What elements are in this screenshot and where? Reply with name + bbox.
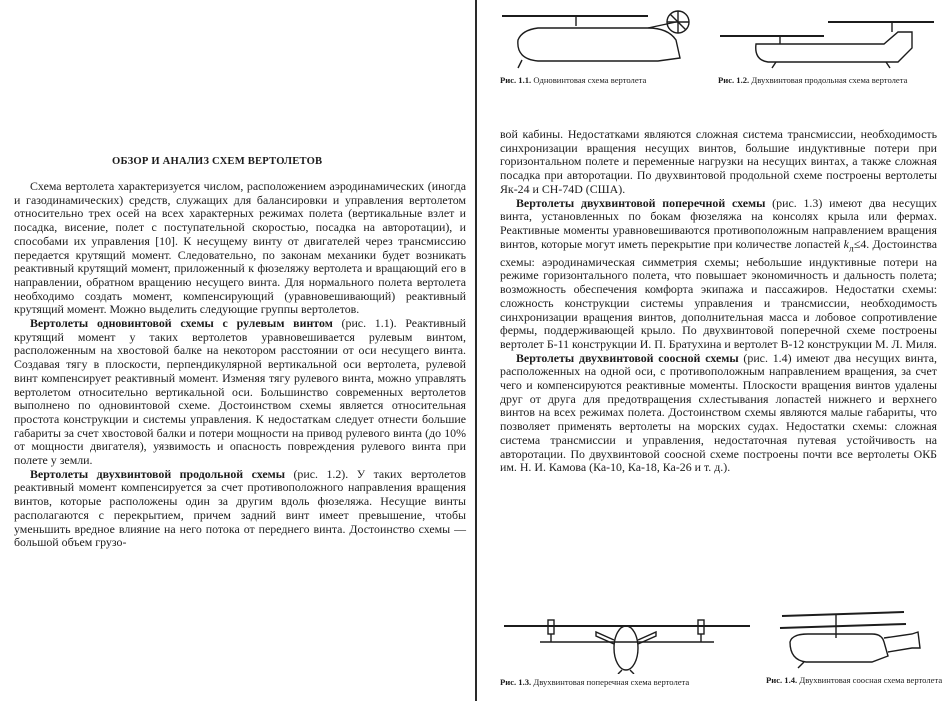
single-rotor-title: Вертолеты одновинтовой схемы с рулевым винтом	[30, 316, 333, 331]
figure-1-2-tandem-diagram	[716, 4, 938, 72]
figure-1-1-single-rotor-diagram	[498, 6, 698, 74]
single-rotor-text: (рис. 1.1). Реактивный крутящий момент у таких вертолетов уравновешивается рулевым винтом, расположенным на хвостовой балке на некотором расстоянии от оси несущего винта. Создавая тягу в плоскости, перпендикулярной вертикальной оси вертолета, рулевой винт компенсирует реактивный момент. Изменяя тягу рулевого винта, можно управлять вертолетом относительно вертикальной оси. Большинство современных вертолетов выполнено по одновинтовой схеме. Достоинством схемы является относительная простота конструкции и системы управления. К недостаткам следует отнести большие габариты за счет хвостовой балки и потери мощности на привод рулевого винта (до 10% от мощности двигателя), уязвимость и опасность повреждения рулевого винта при полете у земли.	[14, 316, 466, 468]
figure-1-3-label: Рис. 1.3.	[500, 677, 532, 687]
transverse-title: Вертолеты двухвинтовой поперечной схемы	[516, 195, 766, 210]
figure-1-2-caption: Рис. 1.2. Двухвинтовая продольная схема вертолета	[718, 75, 908, 85]
figure-1-3-caption: Рис. 1.3. Двухвинтовая поперечная схема вертолета	[500, 677, 690, 687]
coaxial-paragraph: Вертолеты двухвинтовой соосной схемы (рис. 1.4) имеют два несущих винта, расположенных на одной оси, с противоположным направлением вращения, за счет чего и компенсируются реактивные моменты. Плоскости вращения винтов удалены друг от друга для предотвращения схлестывания лопастей нижнего и верхнего винтов на всех режимах полета. Достоинством схемы являются малые габариты, что позволяет применять вертолеты на морских судах. Недостатки схемы: сложная система трансмиссии и управления, недостаточная путевая устойчивость на авторотации. По двухвинтовой соосной схеме построены почти все вертолеты ОКБ им. Н. И. Камова (Ка-10, Ка-18, Ка-26 и т. д.).	[500, 350, 937, 475]
right-page	[480, 0, 949, 701]
figure-1-4-label: Рис. 1.4.	[766, 675, 798, 685]
single-rotor-paragraph	[14, 317, 466, 468]
left-body-text	[14, 180, 466, 550]
tandem-text: (рис. 1.2). У таких вертолетов реактивный момент компенсируется за счет противоположного направления вращения винтов, которые расположены один за другим вдоль фюзеляжа. Несущие винты располагаются с перекрытием, причем задний винт имеет превышение, чтобы уменьшить вредное влияние на него потока от переднего винта. Достоинство схемы — большой объем грузо-	[14, 466, 466, 550]
section-heading: ОБЗОР И АНАЛИЗ СХЕМ ВЕРТОЛЕТОВ	[112, 156, 323, 167]
tandem-continuation-paragraph: вой кабины. Недостатками являются сложная система трансмиссии, необходимость синхронизации вращения несущих винтов, большие индуктивные потери при горизонтальном полете и переменные нагрузки на несущих винтах, а также сложная посадка при авторотации. По двухвинтовой продольной схеме построены вертолеты Як-24 и CH-74D (США).	[500, 127, 937, 196]
tandem-title: Вертолеты двухвинтовой продольной схемы	[30, 466, 286, 481]
figure-1-3-transverse-diagram	[500, 612, 756, 674]
figure-1-4-coaxial-diagram	[772, 608, 932, 674]
figure-1-1-caption: Рис. 1.1. Одновинтовая схема вертолета	[500, 75, 647, 85]
figure-1-4-caption: Рис. 1.4. Двухвинтовая соосная схема вертолета	[766, 675, 943, 685]
transverse-paragraph: Вертолеты двухвинтовой поперечной схемы (рис. 1.3) имеют два несущих винта, установленных по бокам фюзеляжа на консолях крыла или фермах. Реактивные моменты уравновешиваются противоположным направлением вращения винтов, которые могут иметь перекрытие при количестве лопастей $k_л\le 4$. Достоинства схемы: аэродинамическая симметрия схемы; небольшие индуктивные потери на режиме горизонтального полета, что повышает экономичность и дальность полета; возможность обеспечения комфорта экипажа и пассажиров. Недостатки схемы: сложность конструкции системы управления и трансмиссии, необходимость синхронизации вращения винтов, дополнительная масса и лобовое сопротивление фермы, поддерживающей крыло. По двухвинтовой поперечной схеме построены вертолет Б-11 конструкции И. П. Братухина и вертолет В-12 конструкции М. Л. Миля.	[500, 195, 937, 351]
tandem-paragraph	[14, 468, 466, 550]
page-gutter-divider	[475, 0, 477, 701]
figure-1-2-label: Рис. 1.2.	[718, 75, 750, 85]
figure-1-1-label: Рис. 1.1.	[500, 75, 532, 85]
coaxial-title: Вертолеты двухвинтовой соосной схемы	[516, 350, 739, 365]
right-body-text	[500, 128, 937, 475]
blade-count-symbol: k	[843, 236, 849, 251]
intro-paragraph: Схема вертолета характеризуется числом, расположением аэродинамических (иногда и газодинамических) средств, служащих для балансировки и управления вертолетом относительно трех осей на всех характерных режимах полета (вертикальные взлет и посадка, висение, полет с поступательной скоростью, посадка на авторотации), и способами их управления [10]. К несущему винту от двигателей через трансмиссию передается крутящий момент. Следовательно, по законам механики будет возникать реактивный крутящий момент, приложенный к фюзеляжу вертолета и вращающий его в направлении, обратном вращению несущего винта. Для нормального полета вертолета необходимо создать момент, компенсирующий (уравновешивающий) реактивный крутящий момент. Можно выделить следующие группы вертолетов.	[14, 179, 466, 317]
